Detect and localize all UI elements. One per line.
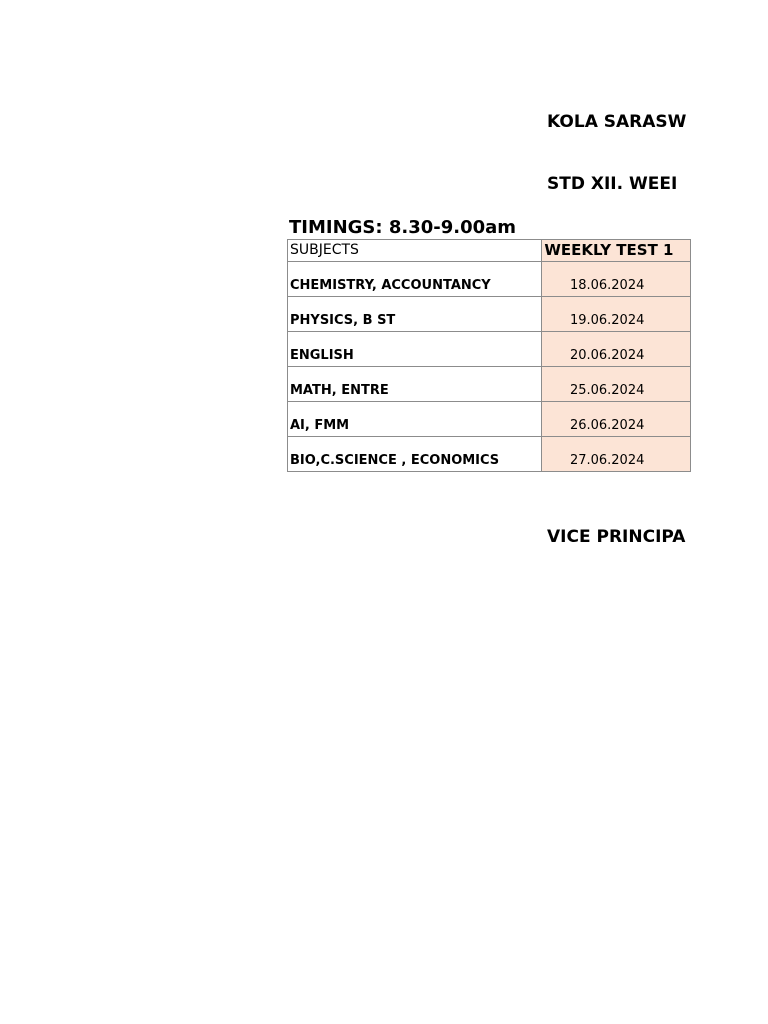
subject-cell: PHYSICS, B ST [288, 297, 542, 332]
subject-cell: CHEMISTRY, ACCOUNTANCY [288, 262, 542, 297]
date-cell: 25.06.2024 [542, 367, 691, 402]
date-cell: 18.06.2024 [542, 262, 691, 297]
subject-cell: MATH, ENTRE [288, 367, 542, 402]
subject-cell: BIO,C.SCIENCE , ECONOMICS [288, 437, 542, 472]
test-schedule-table [287, 239, 691, 472]
timings-label: TIMINGS: 8.30-9.00am [289, 217, 517, 238]
table-row [288, 437, 691, 472]
table-row [288, 332, 691, 367]
table-row [288, 402, 691, 437]
test-title: STD XII. WEEI [547, 174, 678, 194]
date-cell: 27.06.2024 [542, 437, 691, 472]
table-row [288, 367, 691, 402]
column-header-subjects: SUBJECTS [288, 240, 542, 262]
date-cell: 26.06.2024 [542, 402, 691, 437]
signatory-label: VICE PRINCIPA [547, 527, 686, 547]
date-cell: 19.06.2024 [542, 297, 691, 332]
table-row [288, 262, 691, 297]
table-header-row [288, 240, 691, 262]
date-cell: 20.06.2024 [542, 332, 691, 367]
subject-cell: AI, FMM [288, 402, 542, 437]
table-row [288, 297, 691, 332]
subject-cell: ENGLISH [288, 332, 542, 367]
column-header-weekly-test-1: WEEKLY TEST 1 [542, 240, 691, 262]
school-name: KOLA SARASW [547, 112, 687, 132]
